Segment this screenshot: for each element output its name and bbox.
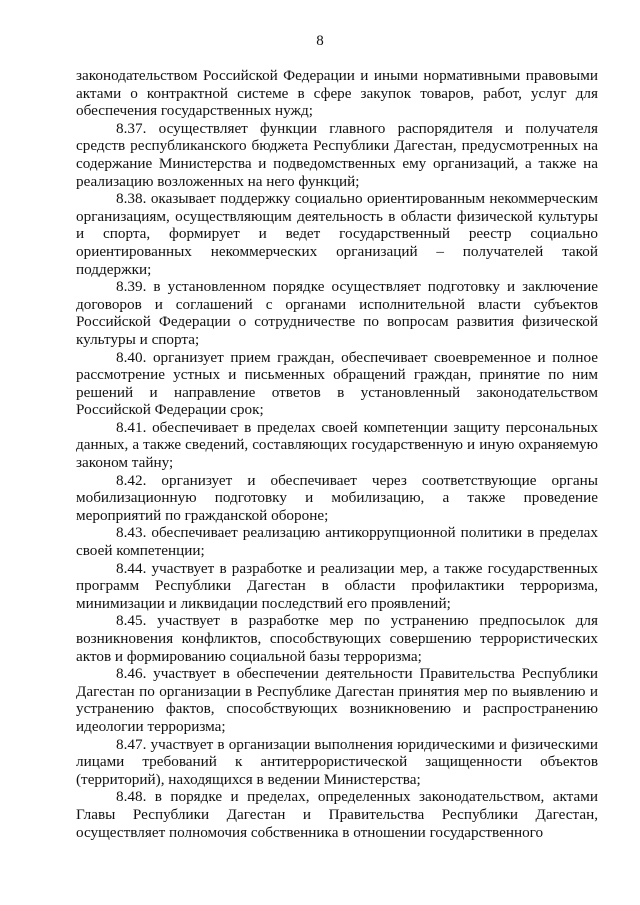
paragraph-8-43: 8.43. обеспечивает реализацию антикоррупционной политики в пределах своей компетенции; bbox=[76, 524, 598, 560]
document-body bbox=[76, 67, 598, 841]
paragraph-8-39: 8.39. в установленном порядке осуществляет подготовку и заключение договоров и соглашений с органами исполнительной власти субъектов Российской Федерации о сотрудничестве по вопросам развития физической культуры и спорта; bbox=[76, 278, 598, 348]
page-number: 8 bbox=[316, 33, 324, 49]
paragraph-8-38: 8.38. оказывает поддержку социально ориентированным некоммерческим организациям, осуществляющим деятельность в области физической культуры и спорта, формирует и ведет государственный реестр социально ориентированных некоммерческих организаций – получателей такой поддержки; bbox=[76, 190, 598, 278]
paragraph-8-48: 8.48. в порядке и пределах, определенных законодательством, актами Главы Республики Дагестан и Правительства Республики Дагестан, осуществляет полномочия собственника в отношении государственного bbox=[76, 788, 598, 841]
paragraph-8-47: 8.47. участвует в организации выполнения юридическими и физическими лицами требований к антитеррористической защищенности объектов (территорий), находящихся в ведении Министерства; bbox=[76, 735, 598, 788]
paragraph-8-40: 8.40. организует прием граждан, обеспечивает своевременное и полное рассмотрение устных и письменных обращений граждан, принятие по ним решений и направление ответов в установленный законодательством Российской Федерации срок; bbox=[76, 348, 598, 419]
paragraph-8-42: 8.42. организует и обеспечивает через соответствующие органы мобилизационную подготовку и мобилизацию, а также проведение мероприятий по гражданской обороне; bbox=[76, 471, 598, 524]
paragraph-8-41: 8.41. обеспечивает в пределах своей компетенции защиту персональных данных, а также сведений, составляющих государственную и иную охраняемую законом тайну; bbox=[76, 418, 598, 472]
paragraph-continuation: законодательством Российской Федерации и иными нормативными правовыми актами о контрактной системе в сфере закупок товаров, работ, услуг для обеспечения государственных нужд; bbox=[76, 67, 598, 120]
paragraph-8-37: 8.37. осуществляет функции главного распорядителя и получателя средств республиканского бюджета Республики Дагестан, предусмотренных на содержание Министерства и подведомственных ему организаций, а также на реализацию возложенных на него функций; bbox=[76, 119, 598, 190]
paragraph-8-44: 8.44. участвует в разработке и реализации мер, а также государственных программ Республики Дагестан в области профилактики терроризма, минимизации и ликвидации последствий его проявлений; bbox=[76, 559, 598, 612]
paragraph-8-46: 8.46. участвует в обеспечении деятельности Правительства Республики Дагестан по организации в Республике Дагестан принятия мер по выявлению и устранению фактов, способствующих возникновению и распространению идеологии терроризма; bbox=[76, 665, 598, 735]
paragraph-8-45: 8.45. участвует в разработке мер по устранению предпосылок для возникновения конфликтов, способствующих совершению террористических актов и формированию социальной базы терроризма; bbox=[76, 612, 598, 665]
